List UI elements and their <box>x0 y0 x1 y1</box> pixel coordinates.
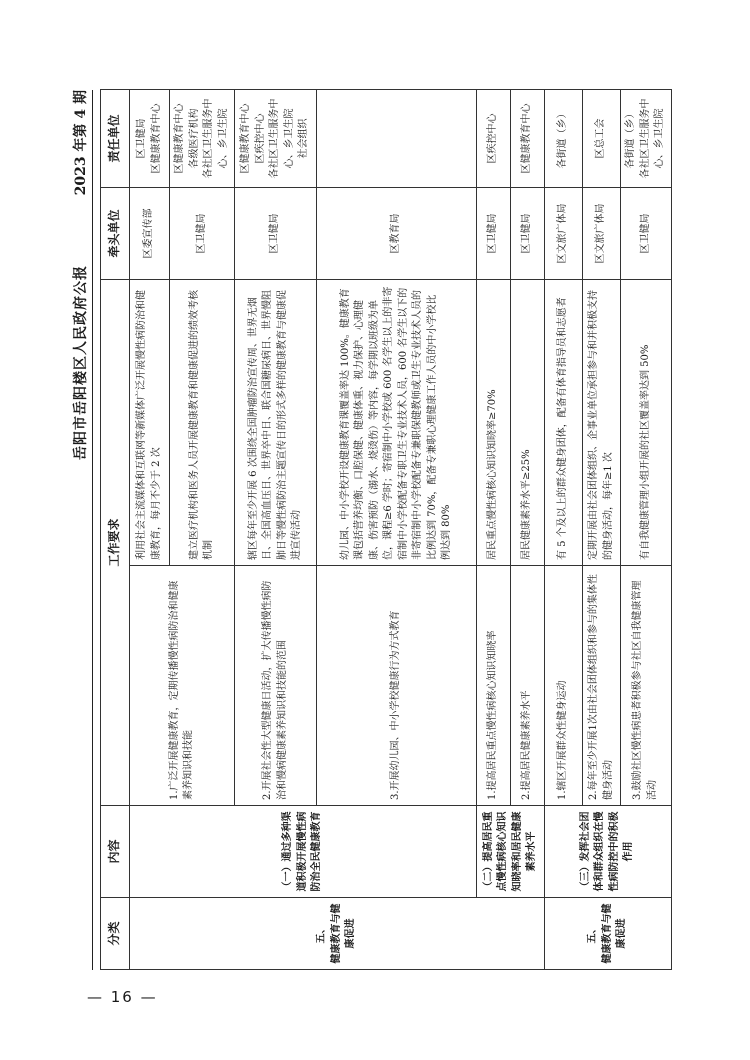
lead-unit-cell: 区卫健局 <box>477 187 511 279</box>
lead-unit-cell: 区卫健局 <box>170 187 235 279</box>
detail-cell: 有自我健康管理小组开展的社区覆盖率达到 50% <box>621 279 672 565</box>
table-row <box>545 89 583 969</box>
detail-cell: 定期开展由社会团体组织、企事业单位承担参与和并积极支持的健身活动，每年≥1 次 <box>583 279 621 565</box>
lead-unit-cell: 区教育局 <box>317 187 477 279</box>
header-title: 岳阳市岳阳楼区人民政府公报 <box>73 265 89 460</box>
detail-cell: 辖区每年至少开展 6 次围绕全国肿瘤防治宣传周、世界无烟日、全国高血压日、世界卒中日、联合国糖尿病日、世界慢阻肺日等慢性病防治主题宣传日的形式多样的健康教育与健康促进宣传活动 <box>235 279 317 565</box>
page-number: — 16 — <box>87 988 158 1006</box>
header-issue: 2023 年第 4 期 <box>73 90 89 196</box>
col-category: 分类 <box>101 898 130 970</box>
detail-cell: 利用社会主流媒体和互联网等新媒体广泛开展慢性病防治和健康教育，每月不少于 2 次 <box>130 279 170 565</box>
lead-unit-cell: 区卫健局 <box>621 187 672 279</box>
subtask-cell: 3.开展幼儿园、中小学校健康行为方式教育 <box>317 566 477 806</box>
rotated-table-page <box>50 90 670 970</box>
resp-unit-cell: 区健康教育中心 <box>511 89 545 187</box>
content-cell: （三）发挥社会团体和群众组织在慢性病防控中的积极作用 <box>545 806 672 898</box>
category-cell: 五、 健康教育与健康促进 <box>130 898 545 970</box>
resp-unit-cell <box>317 89 477 187</box>
resp-unit-cell: 各街道（乡） 各社区卫生服务中心、乡卫生院 <box>621 89 672 187</box>
col-lead-unit: 牵头单位 <box>101 187 130 279</box>
subtask-cell: 2.提高居民健康素养水平 <box>511 566 545 806</box>
col-content: 内容 <box>101 806 130 898</box>
category-cell: 五、 健康教育与健康促进 <box>545 898 672 970</box>
resp-unit-cell: 区健康教育中心 区疾控中心 各社区卫生服务中心、乡卫生院 社会组织 <box>235 89 317 187</box>
detail-cell: 居民健康素养水平≥25% <box>511 279 545 565</box>
lead-unit-cell: 区文旅广体局 <box>545 187 583 279</box>
resp-unit-cell: 区健康教育中心 各级医疗机构 各社区卫生服务中心、乡卫生院 <box>170 89 235 187</box>
task-table <box>100 89 672 970</box>
table-header-row <box>101 89 130 969</box>
lead-unit-cell: 区卫健局 <box>511 187 545 279</box>
detail-cell: 有 5 个及以上的群众健身团体，配备有体育指导员和志愿者 <box>545 279 583 565</box>
lead-unit-cell: 区卫健局 <box>235 187 317 279</box>
subtask-cell: 2.开展社会性大型健康日活动，扩大传播慢性病防治和慢病健康素养知识和技能的范围 <box>235 566 317 806</box>
lead-unit-cell: 区文旅广体局 <box>583 187 621 279</box>
subtask-cell: 1.辖区开展群众性健身运动 <box>545 566 583 806</box>
subtask-cell: 3.鼓励社区慢性病患者积极参与社区自我健康管理活动 <box>621 566 672 806</box>
table-row <box>477 89 511 969</box>
page-header <box>68 90 93 970</box>
resp-unit-cell: 区疾控中心 <box>477 89 511 187</box>
col-responsible-unit: 责任单位 <box>101 89 130 187</box>
resp-unit-cell: 区卫健局 区健康教育中心 <box>130 89 170 187</box>
resp-unit-cell: 区总工会 <box>583 89 621 187</box>
subtask-cell: 1.提高居民重点慢性病核心知识知晓率 <box>477 566 511 806</box>
detail-cell: 建立医疗机构和医务人员开展健康教育和健康促进的绩效考核机制 <box>170 279 235 565</box>
content-cell: （二）提高居民重点慢性病核心知识知晓率和居民健康素养水平 <box>477 806 545 898</box>
content-cell: （一）通过多种渠道积极开展慢性病防治全民健康教育 <box>130 806 477 898</box>
subtask-cell: 1.广泛开展健康教育，定期传播慢性病防治和健康素养知识和技能 <box>130 566 235 806</box>
detail-cell: 居民重点慢性病核心知识知晓率≥70% <box>477 279 511 565</box>
resp-unit-cell: 各街道（乡） <box>545 89 583 187</box>
subtask-cell: 2.每年至少开展1次由社会团体组织和参与的集体性健身活动 <box>583 566 621 806</box>
lead-unit-cell: 区委宣传部 <box>130 187 170 279</box>
col-requirement: 工作要求 <box>101 279 130 805</box>
detail-cell: 幼儿园、中小学校开设健康教育课覆盖率达 100%。健康教育课包括营养均衡、口腔保健、健康体重、视力保护、心理健康、伤害预防（溺水、烧烫伤）等内容，每学期以班级为单位，课程≥6 学时；寄宿制中小学校或 600 名学生以上的非寄宿制中小学校配备专职卫生专业技术人员，600 名学生以下的非寄宿制中小学校配备专兼职保健教师或卫生专业技术人员的比例达到 70%，配备专兼职心理健康工作人员的中小学校比例达到 80% <box>317 279 477 565</box>
table-row <box>130 89 170 969</box>
